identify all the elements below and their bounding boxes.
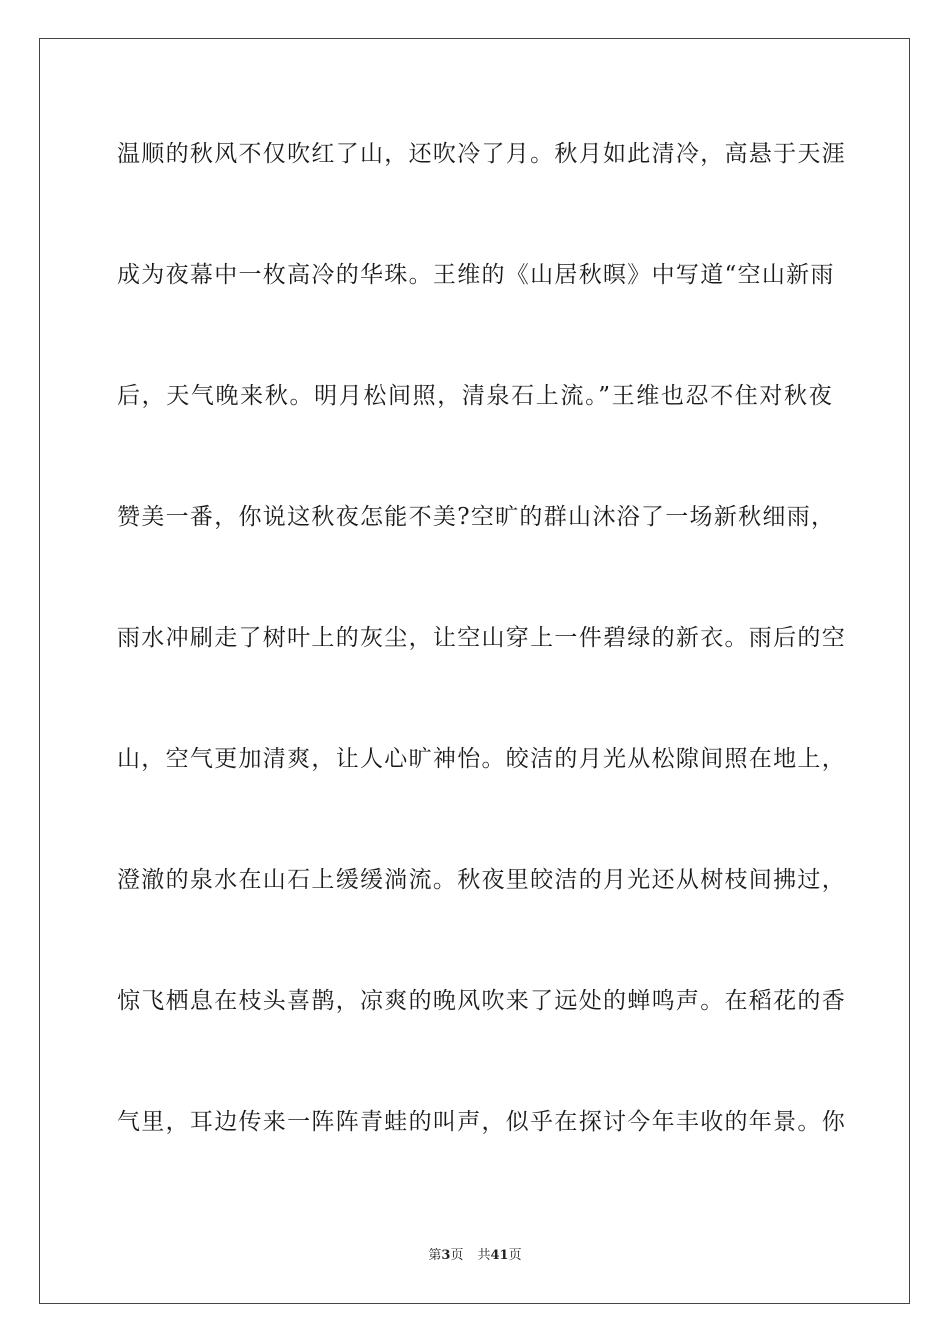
body-text: [117, 125, 846, 1214]
text-line: 赞美一番，你说这秋夜怎能不美?空旷的群山沐浴了一场新秋细雨，: [117, 504, 836, 530]
total-pages: 41: [490, 1248, 509, 1263]
text-line: 温顺的秋风不仅吹红了山，还吹冷了月。秋月如此清冷，高悬于天涯: [117, 141, 846, 167]
total-suffix: 页: [508, 1248, 522, 1263]
text-line: 山，空气更加清爽，让人心旷神怡。皎洁的月光从松隙间照在地上，: [117, 746, 846, 772]
total-prefix: 共: [477, 1248, 491, 1263]
page-number: 3: [441, 1248, 451, 1263]
page-footer: [0, 1247, 950, 1265]
text-line: 惊飞栖息在枝头喜鹊，凉爽的晚风吹来了远处的蝉鸣声。在稻花的香: [117, 988, 846, 1014]
text-line: 澄澈的泉水在山石上缓缓淌流。秋夜里皎洁的月光还从树枝间拂过，: [117, 867, 846, 893]
page-prefix: 第: [428, 1248, 442, 1263]
text-line: 气里，耳边传来一阵阵青蛙的叫声，似乎在探讨今年丰收的年景。你: [117, 1109, 846, 1135]
text-line: 成为夜幕中一枚高冷的华珠。王维的《山居秋暝》中写道“空山新雨: [117, 262, 835, 288]
page-suffix: 页: [450, 1248, 464, 1263]
text-line: 后，天气晚来秋。明月松间照，清泉石上流。”王维也忍不住对秋夜: [117, 383, 833, 409]
text-line: 雨水冲刷走了树叶上的灰尘，让空山穿上一件碧绿的新衣。雨后的空: [117, 625, 846, 651]
